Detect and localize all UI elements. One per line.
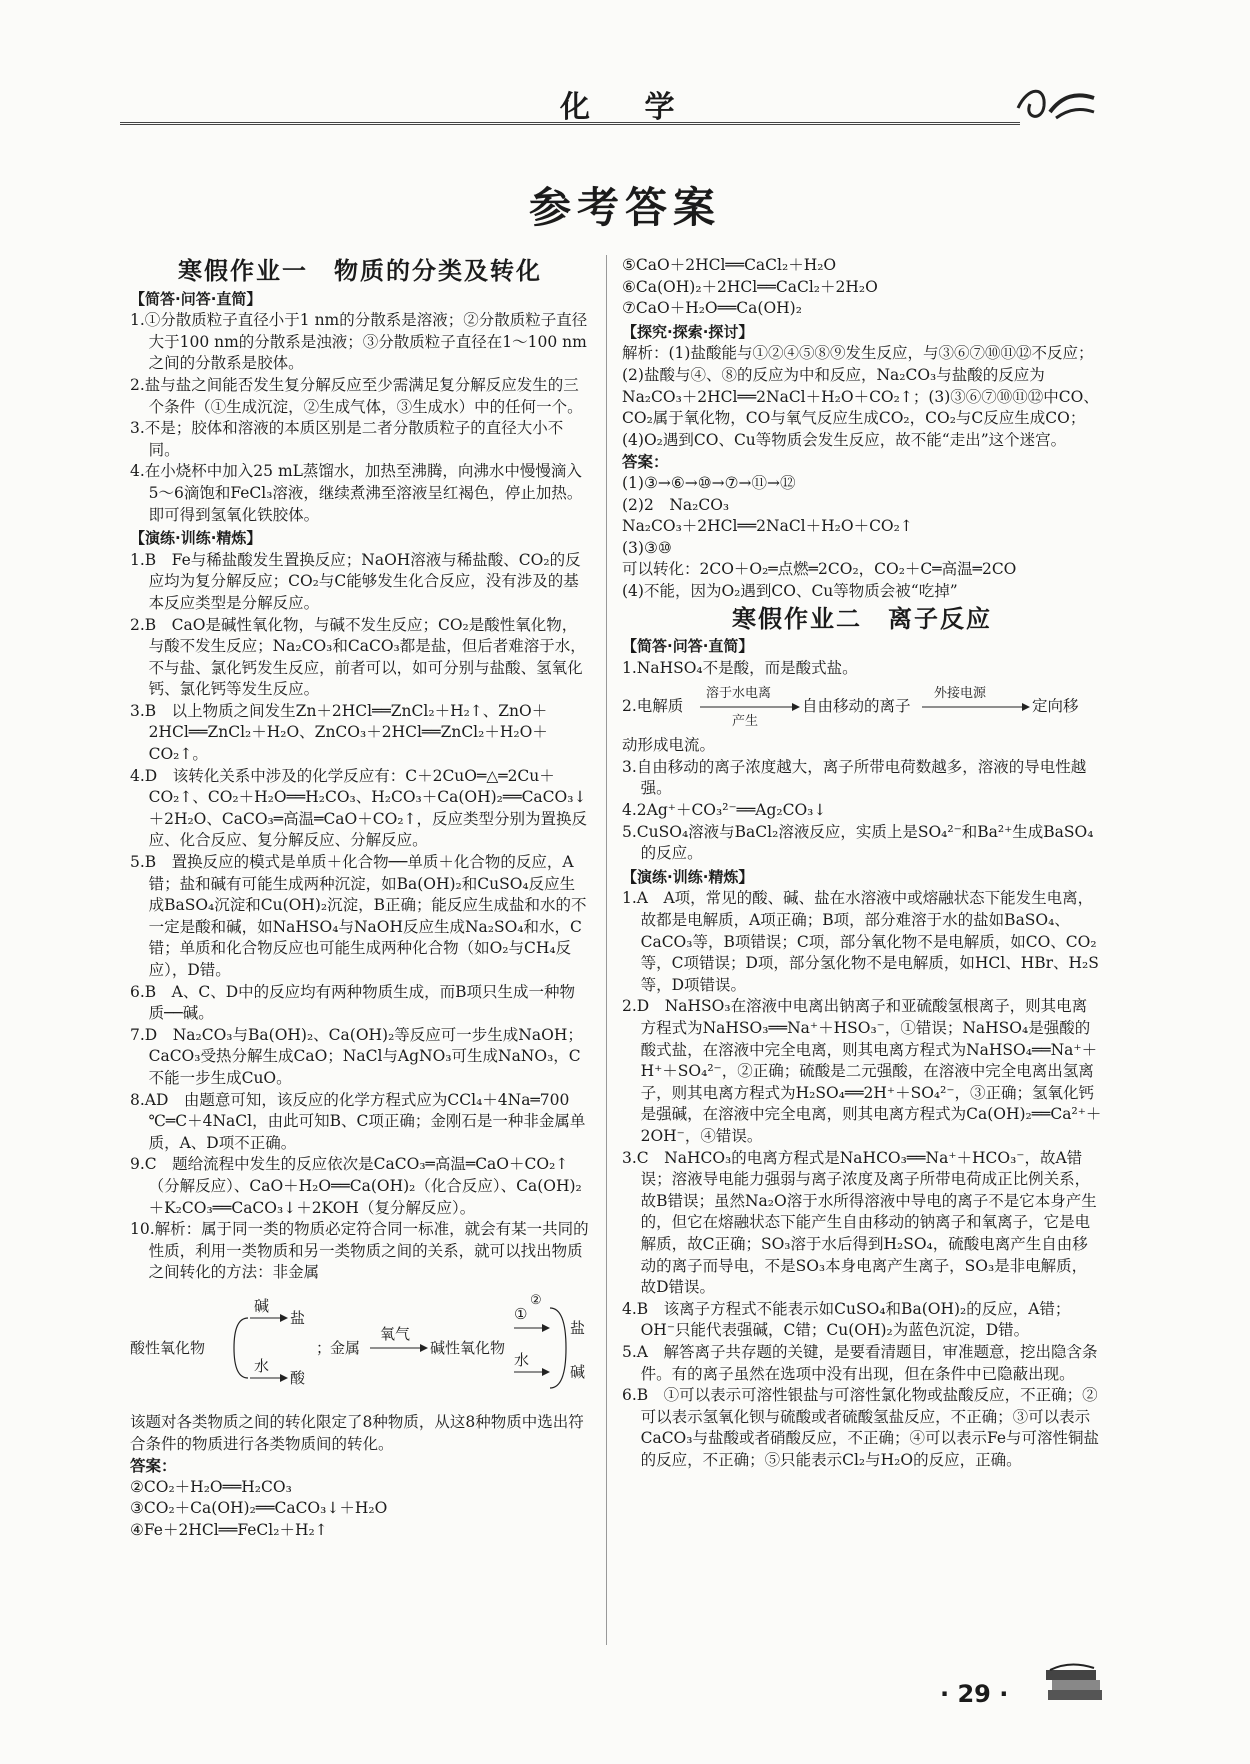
page-number: · 29 · <box>940 1680 1009 1708</box>
list-item: 4.B 该离子方程式不能表示如CuSO₄和Ba(OH)₂的反应，A错；OH⁻只能代表强碱，C错；Cu(OH)₂为蓝色沉淀，D错。 <box>622 1299 1071 1340</box>
main-title: 参考答案 <box>528 183 721 232</box>
diagram-acid: 酸 <box>290 1368 306 1387</box>
answer-line: ②CO₂＋H₂O══H₂CO₃ <box>130 1477 292 1496</box>
book-stack-icon <box>1040 1660 1110 1714</box>
page-header <box>120 70 1100 130</box>
diagram-oxygen: 氧气 <box>380 1324 411 1343</box>
flow-label-top-2: 外接电源 <box>934 686 987 702</box>
section-heading: 【简答·问答·直简】 <box>622 637 754 656</box>
flow-label-top-1: 溶于水电离 <box>706 686 772 702</box>
answer-line: (4)不能，因为O₂遇到CO、Cu等物质会被“吃掉” <box>622 581 958 600</box>
list-item: 1.NaHSO₄不是酸，而是酸式盐。 <box>622 658 858 677</box>
section-heading: 【简答·问答·直简】 <box>130 289 262 308</box>
column-divider <box>606 255 607 1645</box>
diagram-base: 碱 <box>254 1296 270 1315</box>
left-column <box>130 255 590 1541</box>
list-item: 3.B 以上物质之间发生Zn＋2HCl══ZnCl₂＋H₂↑、ZnO＋2HCl══ZnCl₂＋H₂O、ZnCO₃＋2HCl══ZnCl₂＋H₂O＋CO₂↑。 <box>130 701 548 764</box>
list-item: 5.CuSO₄溶液与BaCl₂溶液反应，实质上是SO₄²⁻和Ba²⁺生成BaSO₄的反应。 <box>622 822 1094 863</box>
diagram-basic-oxide: 碱性氧化物 <box>430 1338 506 1357</box>
right-column <box>622 255 1102 1471</box>
equation-line: ⑤CaO＋2HCl══CaCl₂＋H₂O <box>622 256 837 274</box>
diagram-number: ② <box>530 1292 542 1308</box>
answer-line: Na₂CO₃＋2HCl══2NaCl＋H₂O＋CO₂↑ <box>622 517 913 536</box>
diagram-salt-right: 盐 <box>570 1318 586 1337</box>
paragraph: 该题对各类物质之间的转化限定了8种物质，从这8种物质中选出符合条件的物质进行各类物质间的转化。 <box>130 1412 584 1453</box>
list-item: 4.2Ag⁺＋CO₃²⁻══Ag₂CO₃↓ <box>622 801 827 820</box>
analysis-paragraph: 解析：(1)盐酸能与①②④⑤⑧⑨发生反应，与③⑥⑦⑩⑪⑫不反应；(2)盐酸与④、⑧的反应为中和反应，Na₂CO₃与盐酸的反应为Na₂CO₃＋2HCl══2NaCl＋H₂O＋CO₂↑；(3)③⑥⑦⑩⑪⑫中CO、CO₂属于氧化物，CO与氧气反应生成CO₂，CO₂与C反应生成CO；(4)O₂遇到CO、Cu等物质会发生反应，故不能“走出”这个迷宫。 <box>622 344 1099 449</box>
answer-line: ③CO₂＋Ca(OH)₂══CaCO₃↓＋H₂O <box>130 1499 388 1518</box>
header-rule <box>120 122 1020 125</box>
list-item: 6.B ①可以表示可溶性银盐与可溶性氯化物或盐酸反应，不正确；②可以表示氢氧化钡与硫酸或者硫酸氢盐反应，不正确；③可以表示CaCO₃与盐酸或者硝酸反应，不正确；④可以表示Fe与可溶性铜盐的反应，不正确；⑤只能表示Cl₂与H₂O的反应，正确。 <box>622 1386 1100 1469</box>
logo-swirl-icon <box>1010 78 1100 132</box>
list-item: 2.D NaHSO₃在溶液中电离出钠离子和亚硫酸氢根离子，则其电离方程式为NaHSO₃══Na⁺＋HSO₃⁻，①错误；NaHSO₄是强酸的酸式盐，在溶液中完全电离，则其电离方程式为NaHSO₄══Na⁺＋H⁺＋SO₄²⁻，②正确；硫酸是二元强酸，在溶液中完全电离出氢离子，则其电离方程式为H₂SO₄══2H⁺＋SO₄²⁻，③正确；氢氧化钙是强碱，在溶液中完全电离，则其电离方程式为Ca(OH)₂══Ca²⁺＋2OH⁻，④错误。 <box>622 997 1102 1145</box>
list-item: 2.盐与盐之间能否发生复分解反应至少需满足复分解反应发生的三个条件（①生成沉淀，②生成气体，③生成水）中的任何一个。 <box>130 375 583 416</box>
diagram-acid-oxide: 酸性氧化物 <box>130 1338 206 1357</box>
answer-label: 答案： <box>622 452 669 472</box>
list-item: 3.C NaHCO₃的电离方程式是NaHCO₃══Na⁺＋HCO₃⁻，故A错误；溶液导电能力强弱与离子浓度及离子所带电荷成正比例关系，故B错误；虽然Na₂O溶于水所得溶液中导电的离子不是它本身产生的，但它在熔融状态下能产生自由移动的钠离子和氧离子，它是电解质，故C正确；SO₃溶于水后得到H₂SO₄，硫酸电离产生自由移动的离子而导电，不是SO₃本身电离产生离子，SO₃是非电解质，故D错误。 <box>622 1148 1097 1297</box>
flow-label-bottom-1: 产生 <box>732 714 759 730</box>
list-item: 10.解析：属于同一类的物质必定符合同一标准，就会有某一共同的性质，利用一类物质和另一类物质之间的关系，就可以找出物质之间转化的方法：非金属 <box>130 1220 589 1282</box>
subject-title: 化 学 <box>560 90 697 125</box>
answer-label: 答案： <box>130 1456 177 1476</box>
flow-continuation: 动形成电流。 <box>622 736 716 755</box>
flow-start: 2.电解质 <box>622 697 684 716</box>
conduction-flow <box>622 683 1102 731</box>
list-item: 5.A 解答离子共存题的关键，是要看清题目，审准题意，挖出隐含条件。有的离子虽然在选项中没有出现，但在条件中已隐蔽出现。 <box>622 1342 1098 1383</box>
diagram-water: 水 <box>254 1356 270 1375</box>
list-item: 5.B 置换反应的模式是单质＋化合物──单质＋化合物的反应，A错；盐和碱有可能生成两种沉淀，如Ba(OH)₂和CuSO₄反应生成BaSO₄沉淀和Cu(OH)₂沉淀，B正确；能反应生成盐和水的不一定是酸和碱，如NaHSO₄与NaOH反应生成Na₂SO₄和水，C错；单质和化合物反应也可能生成两种化合物（如O₂与CH₄反应），D错。 <box>130 853 587 979</box>
diagram-metal: 金属 <box>330 1338 361 1357</box>
list-item: 6.B A、C、D中的反应均有两种物质生成，而B项只生成一种物质──碱。 <box>130 982 576 1023</box>
diagram-semicolon: ； <box>316 1338 332 1357</box>
list-item: 1.①分散质粒子直径小于1 nm的分散系是溶液；②分散质粒子直径大于100 nm的分散系是浊液；③分散质粒子直径在1～100 nm之间的分散系是胶体。 <box>130 311 588 373</box>
answer-line: (2)2 Na₂CO₃ <box>622 495 730 514</box>
equation-line: ⑦CaO＋H₂O══Ca(OH)₂ <box>622 299 802 318</box>
flow-end: 定向移 <box>1032 697 1079 716</box>
chapter-title-1: 寒假作业一 物质的分类及转化 <box>178 257 542 285</box>
list-item: 7.D Na₂CO₃与Ba(OH)₂、Ca(OH)₂等反应可一步生成NaOH；CaCO₃受热分解生成CaO；NaCl与AgNO₃可生成NaNO₃，C不能一步生成CuO。 <box>130 1025 583 1087</box>
list-item: 8.AD 由题意可知，该反应的化学方程式应为CCl₄＋4Na═700 ℃═C＋4NaCl，由此可知B、C项正确；金刚石是一种非金属单质，A、D项不正确。 <box>130 1090 586 1152</box>
list-item: 4.在小烧杯中加入25 mL蒸馏水，加热至沸腾，向沸水中慢慢滴入5～6滴饱和FeCl₃溶液，继续煮沸至溶液呈红褐色，停止加热。即可得到氢氧化铁胶体。 <box>130 462 583 524</box>
answer-line: 可以转化：2CO＋O₂═点燃═2CO₂，CO₂＋C═高温═2CO <box>622 560 1017 579</box>
flow-middle: 自由移动的离子 <box>802 697 911 716</box>
section-heading: 【探究·探索·探讨】 <box>622 322 754 341</box>
list-item: 2.B CaO是碱性氧化物，与碱不发生反应；CO₂是酸性氧化物，与酸不发生反应；Na₂CO₃和CaCO₃都是盐，但后者难溶于水，不与盐、氯化钙发生反应，前者可以，如可分别与盐酸、氢氧化钙、氯化钙等发生反应。 <box>130 615 586 699</box>
conversion-diagram <box>130 1288 590 1408</box>
section-heading: 【演练·训练·精炼】 <box>130 529 262 548</box>
list-item: 4.D 该转化关系中涉及的化学反应有：C＋2CuO═△═2Cu＋CO₂↑、CO₂＋H₂O══H₂CO₃、H₂CO₃＋Ca(OH)₂══CaCO₃↓＋2H₂O、CaCO₃═高温═CaO＋CO₂↑，反应类型分别为置换反应、化合反应、复分解反应、分解反应。 <box>130 766 588 850</box>
list-item: 3.自由移动的离子浓度越大，离子所带电荷数越多，溶液的导电性越强。 <box>622 757 1087 798</box>
answer-line: (1)③→⑥→⑩→⑦→⑪→⑫ <box>622 473 796 492</box>
list-item: 9.C 题给流程中发生的反应依次是CaCO₃═高温═CaO＋CO₂↑（分解反应）、CaO＋H₂O══Ca(OH)₂（化合反应）、Ca(OH)₂＋K₂CO₃══CaCO₃↓＋2KOH（复分解反应）。 <box>130 1155 582 1217</box>
list-item: 3.不是；胶体和溶液的本质区别是二者分散质粒子的直径大小不同。 <box>130 419 564 459</box>
answer-line: (3)③⑩ <box>622 538 672 557</box>
list-item: 1.A A项，常见的酸、碱、盐在水溶液中或熔融状态下能发生电离，故都是电解质，A项正确；B项，部分难溶于水的盐如BaSO₄、CaCO₃等，B项错误；C项，部分氧化物不是电解质，如CO、CO₂等，C项错误；D项，部分氢化物不是电解质，如HCl、HBr、H₂S等，D项错误。 <box>622 889 1099 994</box>
diagram-base-right: 碱 <box>570 1362 586 1381</box>
section-heading: 【演练·训练·精炼】 <box>622 867 754 886</box>
equation-line: ⑥Ca(OH)₂＋2HCl══CaCl₂＋2H₂O <box>622 277 878 296</box>
diagram-salt: 盐 <box>290 1308 306 1327</box>
diagram-water-right: 水 <box>514 1350 530 1369</box>
diagram-acid-top: ① <box>514 1304 528 1323</box>
chapter-title-2: 寒假作业二 离子反应 <box>732 604 992 633</box>
list-item: 1.B Fe与稀盐酸发生置换反应；NaOH溶液与稀盐酸、CO₂的反应均为复分解反应；CO₂与C能够发生化合反应，没有涉及的基本反应类型是分解反应。 <box>130 550 581 612</box>
answer-line: ④Fe＋2HCl══FeCl₂＋H₂↑ <box>130 1520 328 1539</box>
